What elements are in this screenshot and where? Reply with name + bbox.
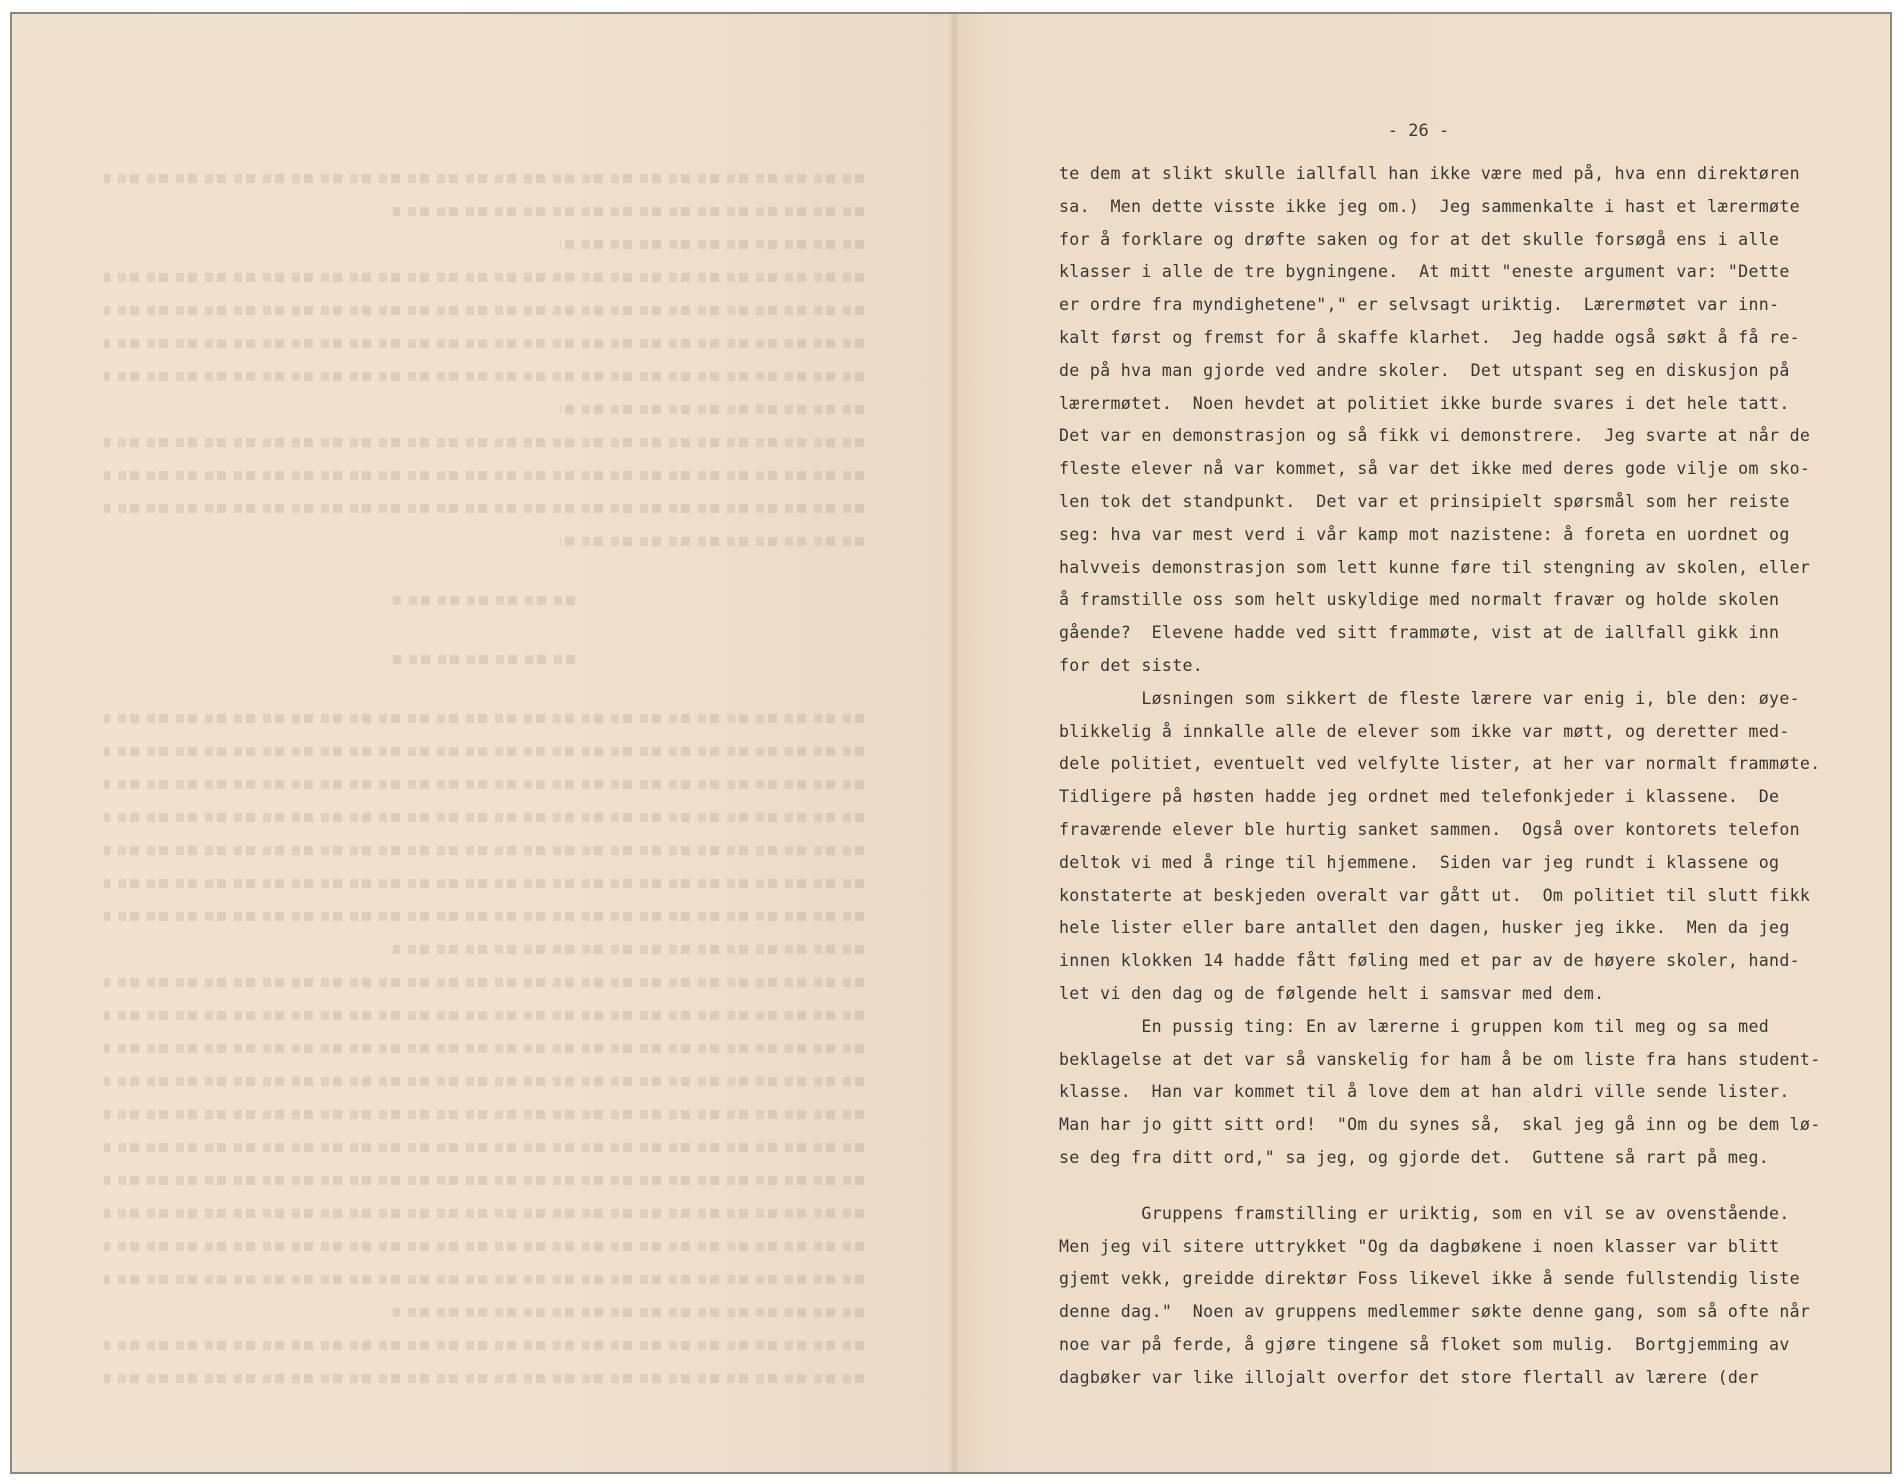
book-gutter: [948, 14, 960, 1472]
text-line: te dem at slikt skulle iallfall han ikke være med på, hva enn direktøren: [1059, 164, 1800, 183]
text-line: er ordre fra myndighetene"," er selvsagt uriktig. Lærermøtet var inn-: [1059, 295, 1780, 315]
text-line: En pussig ting: En av lærerne i gruppen kom til meg og sa med: [1059, 1016, 1770, 1036]
text-line: se deg fra ditt ord," sa jeg, og gjorde det. Guttene så rart på meg.: [1059, 1147, 1770, 1167]
text-line: hele lister eller bare antallet den dagen, husker jeg ikke. Men da jeg: [1059, 918, 1790, 938]
text-line: Løsningen som sikkert de fleste lærere var enig i, ble den: øye-: [1059, 688, 1800, 708]
left-page: [12, 14, 953, 1472]
text-line: [1059, 1175, 1859, 1198]
text-line: let vi den dag og de følgende helt i samsvar med dem.: [1059, 983, 1605, 1003]
bleed-through-text: [104, 174, 864, 1424]
text-line: fleste elever nå var kommet, så var det ikke med deres gode vilje om sko-: [1059, 459, 1811, 479]
text-line: klasser i alle de tre bygningene. At mitt "eneste argument var: "Dette: [1059, 262, 1790, 282]
text-line: halvveis demonstrasjon som lett kunne føre til stengning av skolen, eller: [1059, 557, 1811, 577]
text-line: noe var på ferde, å gjøre tingene så floket som mulig. Bortgjemming av: [1059, 1334, 1790, 1354]
text-line: kalt først og fremst for å skaffe klarhet. Jeg hadde også søkt å få re-: [1059, 327, 1800, 347]
text-line: denne dag." Noen av gruppens medlemmer søkte denne gang, som så ofte når: [1059, 1302, 1811, 1322]
text-line: for å forklare og drøfte saken og for at det skulle forsøgå ens i alle: [1059, 229, 1780, 249]
text-line: å framstille oss som helt uskyldige med normalt fravær og holde skolen: [1059, 590, 1780, 610]
text-line: Gruppens framstilling er uriktig, som en vil se av ovenstående.: [1059, 1203, 1790, 1223]
text-line: lærermøtet. Noen hevdet at politiet ikke burde svares i det hele tatt.: [1059, 393, 1790, 413]
text-line: blikkelig å innkalle alle de elever som ikke var møtt, og deretter med-: [1059, 721, 1790, 741]
text-line: dagbøker var like illojalt overfor det store flertall av lærere (der: [1059, 1367, 1759, 1387]
text-line: gjemt vekk, greidde direktør Foss likevel ikke å sende fullstendig liste: [1059, 1269, 1800, 1289]
text-line: sa. Men dette visste ikke jeg om.) Jeg sammenkalte i hast et lærermøte: [1059, 196, 1800, 216]
text-line: konstaterte at beskjeden overalt var gått ut. Om politiet til slutt fikk: [1059, 885, 1811, 905]
text-line: Det var en demonstrasjon og så fikk vi demonstrere. Jeg svarte at når de: [1059, 426, 1811, 446]
text-line: len tok det standpunkt. Det var et prinsipielt spørsmål som her reiste: [1059, 491, 1790, 511]
text-line: Men jeg vil sitere uttrykket "Og da dagbøkene i noen klasser var blitt: [1059, 1236, 1780, 1256]
text-line: klasse. Han var kommet til å love dem at han aldri ville sende lister.: [1059, 1082, 1790, 1102]
text-line: innen klokken 14 hadde fått føling med et par av de høyere skoler, hand-: [1059, 951, 1800, 971]
text-line: fraværende elever ble hurtig sanket sammen. Også over kontorets telefon: [1059, 819, 1800, 839]
text-line: for det siste.: [1059, 655, 1204, 675]
text-line: gående? Elevene hadde ved sitt frammøte, vist at de iallfall gikk inn: [1059, 623, 1780, 643]
text-line: Tidligere på høsten hadde jeg ordnet med telefonkjeder i klassene. De: [1059, 787, 1780, 807]
text-line: Man har jo gitt sitt ord! "Om du synes så, skal jeg gå inn og be dem lø-: [1059, 1115, 1821, 1135]
typewritten-body-text: [1059, 158, 1859, 1394]
text-line: seg: hva var mest verd i vår kamp mot nazistene: å foreta en uordnet og: [1059, 524, 1790, 544]
page-number: - 26 -: [1387, 121, 1450, 141]
text-line: de på hva man gjorde ved andre skoler. Det utspant seg en diskusjon på: [1059, 360, 1790, 380]
text-line: beklagelse at det var så vanskelig for ham å be om liste fra hans student-: [1059, 1049, 1821, 1069]
text-line: dele politiet, eventuelt ved velfylte lister, at her var normalt frammøte.: [1059, 754, 1821, 774]
text-line: deltok vi med å ringe til hjemmene. Siden var jeg rundt i klassene og: [1059, 852, 1780, 872]
